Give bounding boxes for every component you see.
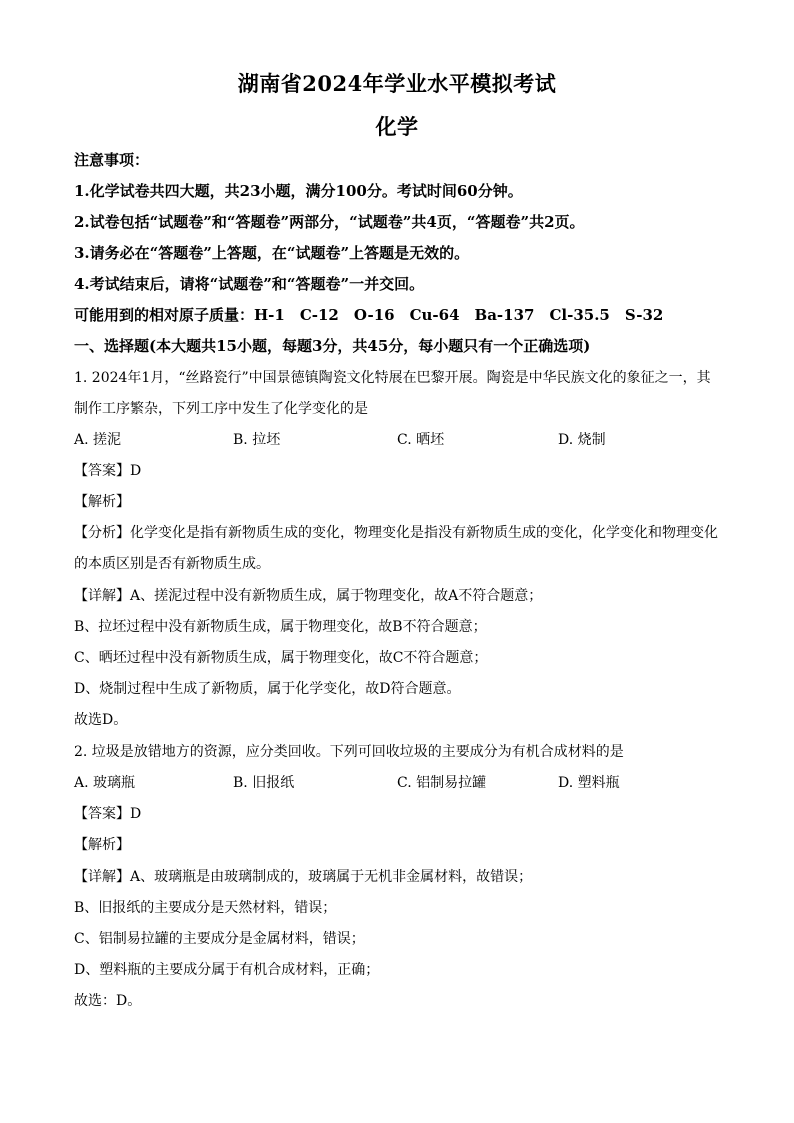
q2-detail-d: D、塑料瓶的主要成分属于有机合成材料，正确； [74, 962, 380, 978]
q1-option-a: A. 搓泥 [74, 432, 122, 448]
q1-analysis-label: 【解析】 [74, 494, 130, 510]
q2-option-a: A. 玻璃瓶 [74, 775, 136, 791]
q1-option-b: B. 拉坯 [233, 432, 281, 448]
q2-option-c: C. 铝制易拉罐 [397, 775, 487, 791]
q1-fenxi-line-1: 【分析】化学变化是指有新物质生成的变化，物理变化是指没有新物质生成的变化，化学变化和物理变化 [74, 525, 718, 541]
q2-analysis-label: 【解析】 [74, 837, 130, 853]
q1-answer: 【答案】D [74, 463, 142, 479]
q1-stem-line-2: 制作工序繁杂，下列工序中发生了化学变化的是 [74, 401, 368, 417]
q2-answer: 【答案】D [74, 806, 142, 822]
notice-item-2: 2.试卷包括“试题卷”和“答题卷”两部分，“试题卷”共4页，“答题卷”共2页。 [74, 213, 585, 231]
q1-detail-c: C、晒坯过程中没有新物质生成，属于物理变化，故C不符合题意； [74, 650, 488, 666]
exam-title: 湖南省2024年学业水平模拟考试 [237, 71, 557, 96]
q1-detail-a: 【详解】A、搓泥过程中没有新物质生成，属于物理变化，故A不符合题意； [74, 588, 543, 604]
q2-option-d: D. 塑料瓶 [558, 775, 620, 791]
q1-option-d: D. 烧制 [558, 432, 606, 448]
notice-item-4: 4.考试结束后，请将“试题卷”和“答题卷”一并交回。 [74, 275, 425, 293]
q1-stem-line-1: 1. 2024年1月，“丝路瓷行”中国景德镇陶瓷文化特展在巴黎开展。陶瓷是中华民族文化的象征之一，其 [74, 370, 711, 386]
subject-title: 化学 [375, 114, 419, 139]
q2-stem: 2. 垃圾是放错地方的资源，应分类回收。下列可回收垃圾的主要成分为有机合成材料的是 [74, 744, 624, 760]
q2-option-b: B. 旧报纸 [233, 775, 295, 791]
q1-detail-b: B、拉坯过程中没有新物质生成，属于物理变化，故B不符合题意； [74, 619, 487, 635]
q2-detail-c: C、铝制易拉罐的主要成分是金属材料，错误； [74, 931, 365, 947]
q2-detail-b: B、旧报纸的主要成分是天然材料，错误； [74, 900, 337, 916]
q1-conclusion: 故选D。 [74, 712, 128, 728]
q2-detail-a: 【详解】A、玻璃瓶是由玻璃制成的，玻璃属于无机非金属材料，故错误； [74, 869, 533, 885]
section-heading: 一、选择题(本大题共15小题，每题3分，共45分，每小题只有一个正确选项) [74, 337, 591, 355]
q2-conclusion: 故选：D。 [74, 993, 142, 1009]
q1-option-c: C. 晒坯 [397, 432, 445, 448]
q1-fenxi-line-2: 的本质区别是否有新物质生成。 [74, 556, 270, 572]
q1-detail-d: D、烧制过程中生成了新物质，属于化学变化，故D符合题意。 [74, 681, 461, 697]
notice-heading: 注意事项： [74, 151, 150, 169]
notice-item-3: 3.请务必在“答题卷”上答题，在“试题卷”上答题是无效的。 [74, 244, 470, 262]
notice-item-1: 1.化学试卷共四大题，共23小题，满分100分。考试时间60分钟。 [74, 182, 523, 200]
atomic-masses: 可能用到的相对原子质量：H-1 C-12 O-16 Cu-64 Ba-137 Cl-35.5 S-32 [74, 306, 664, 324]
